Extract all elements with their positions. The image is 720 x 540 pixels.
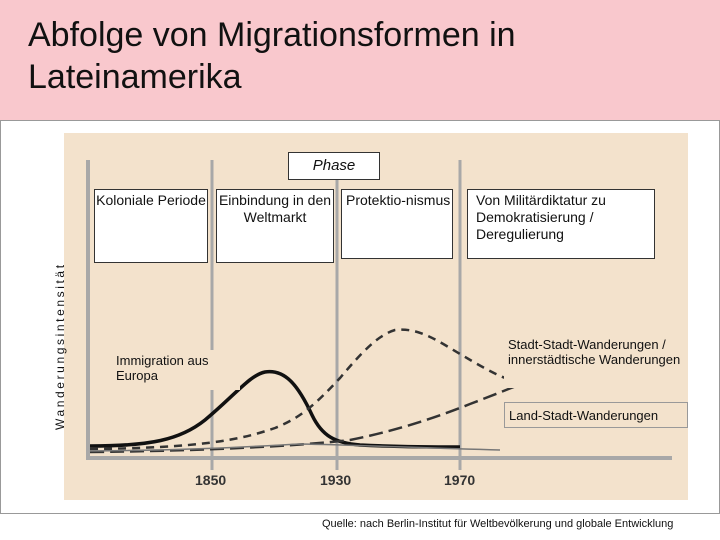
- slide-title: Abfolge von Migrationsformen in Lateinamerika: [28, 16, 516, 96]
- phase-colonial: Koloniale Periode: [94, 189, 208, 263]
- phase-header: Phase: [288, 152, 380, 180]
- label-stadt-stadt: Stadt-Stadt-Wanderungen / innerstädtische Wanderungen: [504, 334, 688, 388]
- year-1850: 1850: [195, 472, 227, 488]
- year-1970: 1970: [444, 472, 476, 488]
- year-1930: 1930: [320, 472, 352, 488]
- phase-military-democracy: Von Militärdiktatur zu Demokratisierung / Deregulierung: [467, 189, 655, 259]
- phase-world-market: Einbindung in den Weltmarkt: [216, 189, 334, 263]
- source-note: Quelle: nach Berlin-Institut für Weltbevölkerung und globale Entwicklung: [322, 518, 674, 530]
- phase-protectionism: Protektio-nismus: [341, 189, 453, 259]
- y-axis-label: Wanderungsintensität: [53, 262, 67, 430]
- label-immigration: Immigration aus Europa: [110, 350, 240, 390]
- label-land-stadt: Land-Stadt-Wanderungen: [504, 402, 688, 428]
